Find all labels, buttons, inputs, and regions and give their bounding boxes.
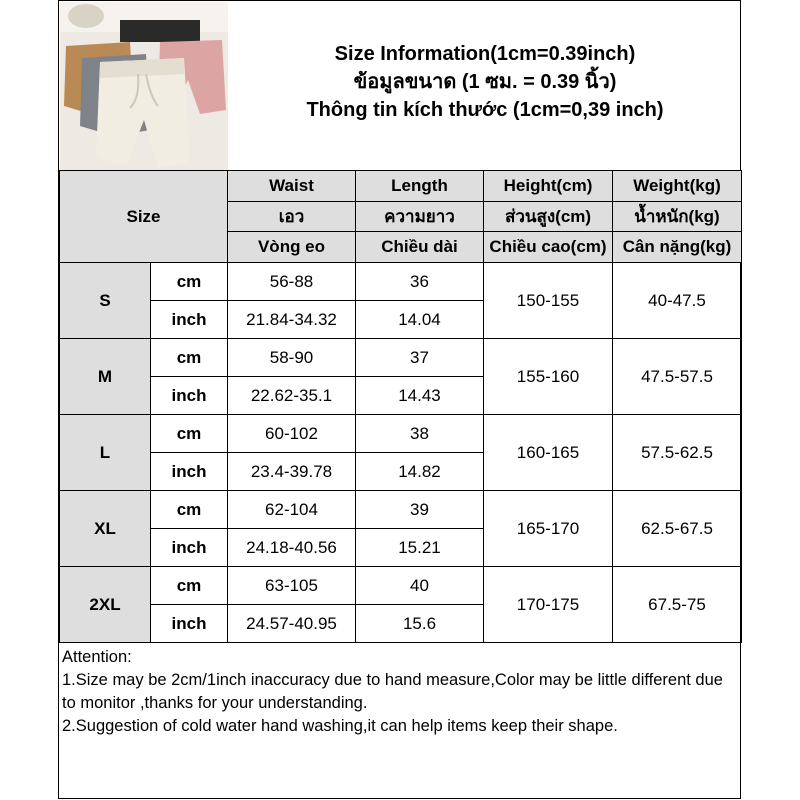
table-row bbox=[60, 339, 742, 377]
waist-inch-value: 21.84-34.32 bbox=[228, 301, 356, 339]
shorts-photo-image bbox=[60, 2, 228, 170]
unit-inch: inch bbox=[151, 453, 228, 491]
waist-cm-value: 58-90 bbox=[228, 339, 356, 377]
size-label-xl: XL bbox=[60, 491, 151, 567]
length-inch-value: 15.21 bbox=[356, 529, 484, 567]
height-value: 150-155 bbox=[484, 263, 613, 339]
header-line-thai: ข้อมูลขนาด (1 ซม. = 0.39 นิ้ว) bbox=[353, 71, 617, 93]
unit-cm: cm bbox=[151, 491, 228, 529]
height-value: 170-175 bbox=[484, 567, 613, 643]
unit-cm: cm bbox=[151, 263, 228, 301]
waist-inch-value: 24.18-40.56 bbox=[228, 529, 356, 567]
length-cm-value: 36 bbox=[356, 263, 484, 301]
table-row bbox=[60, 263, 742, 301]
unit-inch: inch bbox=[151, 605, 228, 643]
waist-cm-value: 63-105 bbox=[228, 567, 356, 605]
length-inch-value: 15.6 bbox=[356, 605, 484, 643]
length-cm-value: 38 bbox=[356, 415, 484, 453]
col-header-waist-th: เอว bbox=[228, 202, 356, 232]
col-header-height-en: Height(cm) bbox=[484, 171, 613, 202]
size-label-m: M bbox=[60, 339, 151, 415]
col-header-height-vi: Chiều cao(cm) bbox=[484, 232, 613, 263]
unit-inch: inch bbox=[151, 377, 228, 415]
header-line-vietnamese: Thông tin kích thước (1cm=0,39 inch) bbox=[306, 99, 664, 121]
col-header-waist-en: Waist bbox=[228, 171, 356, 202]
length-cm-value: 39 bbox=[356, 491, 484, 529]
length-cm-value: 40 bbox=[356, 567, 484, 605]
height-value: 165-170 bbox=[484, 491, 613, 567]
unit-cm: cm bbox=[151, 567, 228, 605]
attention-title: Attention: bbox=[62, 648, 132, 666]
length-inch-value: 14.04 bbox=[356, 301, 484, 339]
height-value: 160-165 bbox=[484, 415, 613, 491]
weight-value: 57.5-62.5 bbox=[613, 415, 742, 491]
table-row bbox=[60, 415, 742, 453]
waist-inch-value: 24.57-40.95 bbox=[228, 605, 356, 643]
waist-cm-value: 60-102 bbox=[228, 415, 356, 453]
weight-value: 62.5-67.5 bbox=[613, 491, 742, 567]
size-label-2xl: 2XL bbox=[60, 567, 151, 643]
height-value: 155-160 bbox=[484, 339, 613, 415]
col-header-weight-th: น้ำหนัก(kg) bbox=[613, 202, 742, 232]
weight-value: 40-47.5 bbox=[613, 263, 742, 339]
weight-value: 67.5-75 bbox=[613, 567, 742, 643]
length-inch-value: 14.43 bbox=[356, 377, 484, 415]
col-header-length-en: Length bbox=[356, 171, 484, 202]
waist-cm-value: 56-88 bbox=[228, 263, 356, 301]
col-header-weight-vi: Cân nặng(kg) bbox=[613, 232, 742, 263]
size-header-cell: Size bbox=[60, 171, 228, 263]
length-inch-value: 14.82 bbox=[356, 453, 484, 491]
size-label-l: L bbox=[60, 415, 151, 491]
header-line-english: Size Information(1cm=0.39inch) bbox=[334, 43, 636, 65]
unit-inch: inch bbox=[151, 301, 228, 339]
col-header-weight-en: Weight(kg) bbox=[613, 171, 742, 202]
unit-cm: cm bbox=[151, 415, 228, 453]
col-header-length-vi: Chiều dài bbox=[356, 232, 484, 263]
product-photo bbox=[60, 2, 228, 170]
length-cm-value: 37 bbox=[356, 339, 484, 377]
attention-note-2: 2.Suggestion of cold water hand washing,it can help items keep their shape. bbox=[62, 717, 618, 735]
col-header-length-th: ความยาว bbox=[356, 202, 484, 232]
size-information-heading bbox=[232, 40, 738, 124]
waist-inch-value: 23.4-39.78 bbox=[228, 453, 356, 491]
col-header-waist-vi: Vòng eo bbox=[228, 232, 356, 263]
waist-inch-value: 22.62-35.1 bbox=[228, 377, 356, 415]
table-row bbox=[60, 567, 742, 605]
weight-value: 47.5-57.5 bbox=[613, 339, 742, 415]
size-table bbox=[59, 170, 742, 643]
col-header-height-th: ส่วนสูง(cm) bbox=[484, 202, 613, 232]
size-label-s: S bbox=[60, 263, 151, 339]
table-row bbox=[60, 491, 742, 529]
unit-inch: inch bbox=[151, 529, 228, 567]
attention-note-1: 1.Size may be 2cm/1inch inaccuracy due to hand measure,Color may be little different due to monitor ,thanks for your understanding. bbox=[62, 671, 723, 712]
waist-cm-value: 62-104 bbox=[228, 491, 356, 529]
attention-notes bbox=[62, 646, 738, 738]
unit-cm: cm bbox=[151, 339, 228, 377]
header-row-english bbox=[60, 171, 742, 202]
